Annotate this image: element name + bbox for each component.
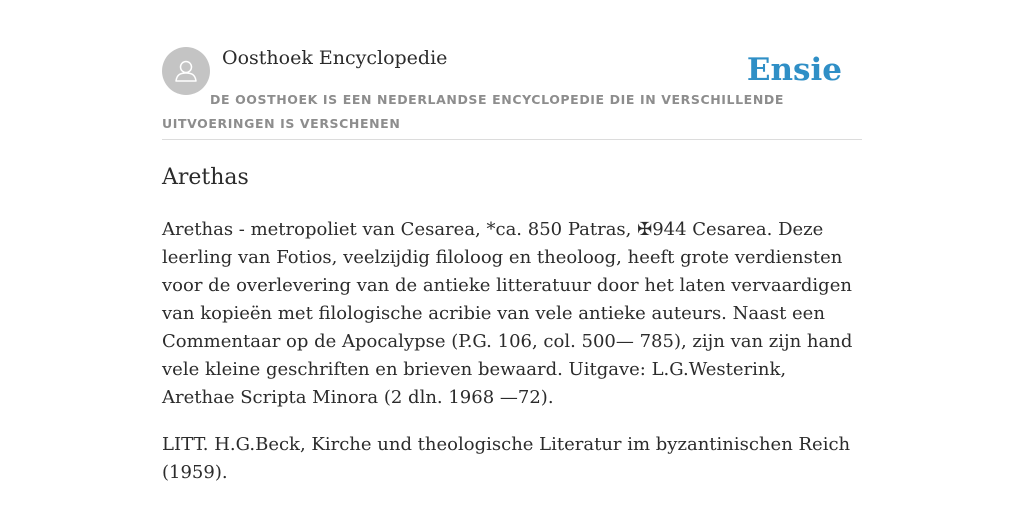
article-paragraph: Arethas - metropoliet van Cesarea, *ca. 850 Patras, ✠944 Cesarea. Deze leerling van Fotios, veelzijdig filoloog en theoloog, heeft grote verdiensten voor de overlevering van de antieke litteratuur door het laten vervaardigen van kopieën met filologische acribie van vele antieke auteurs. Naast een Commentaar op de Apocalypse (P.G. 106, col. 500— 785), zijn van zijn hand vele kleine geschriften en brieven bewaard. Uitgave: L.G.Westerink, Arethae Scripta Minora (2 dln. 1968 —72). bbox=[162, 219, 853, 408]
page-container bbox=[162, 0, 862, 483]
article-title: Arethas bbox=[162, 165, 249, 190]
site-name[interactable]: Oosthoek Encyclopedie bbox=[222, 47, 448, 69]
brand-logo[interactable]: Ensie bbox=[746, 52, 842, 88]
site-header bbox=[162, 0, 862, 140]
site-tagline: DE OOSTHOEK IS EEN NEDERLANDSE ENCYCLOPEDIE DIE IN VERSCHILLENDE UITVOERINGEN IS VERSCHENEN bbox=[162, 92, 784, 131]
user-icon bbox=[171, 56, 201, 86]
article-literature: LITT. H.G.Beck, Kirche und theologische Literatur im byzantinischen Reich (1959). bbox=[162, 434, 851, 483]
